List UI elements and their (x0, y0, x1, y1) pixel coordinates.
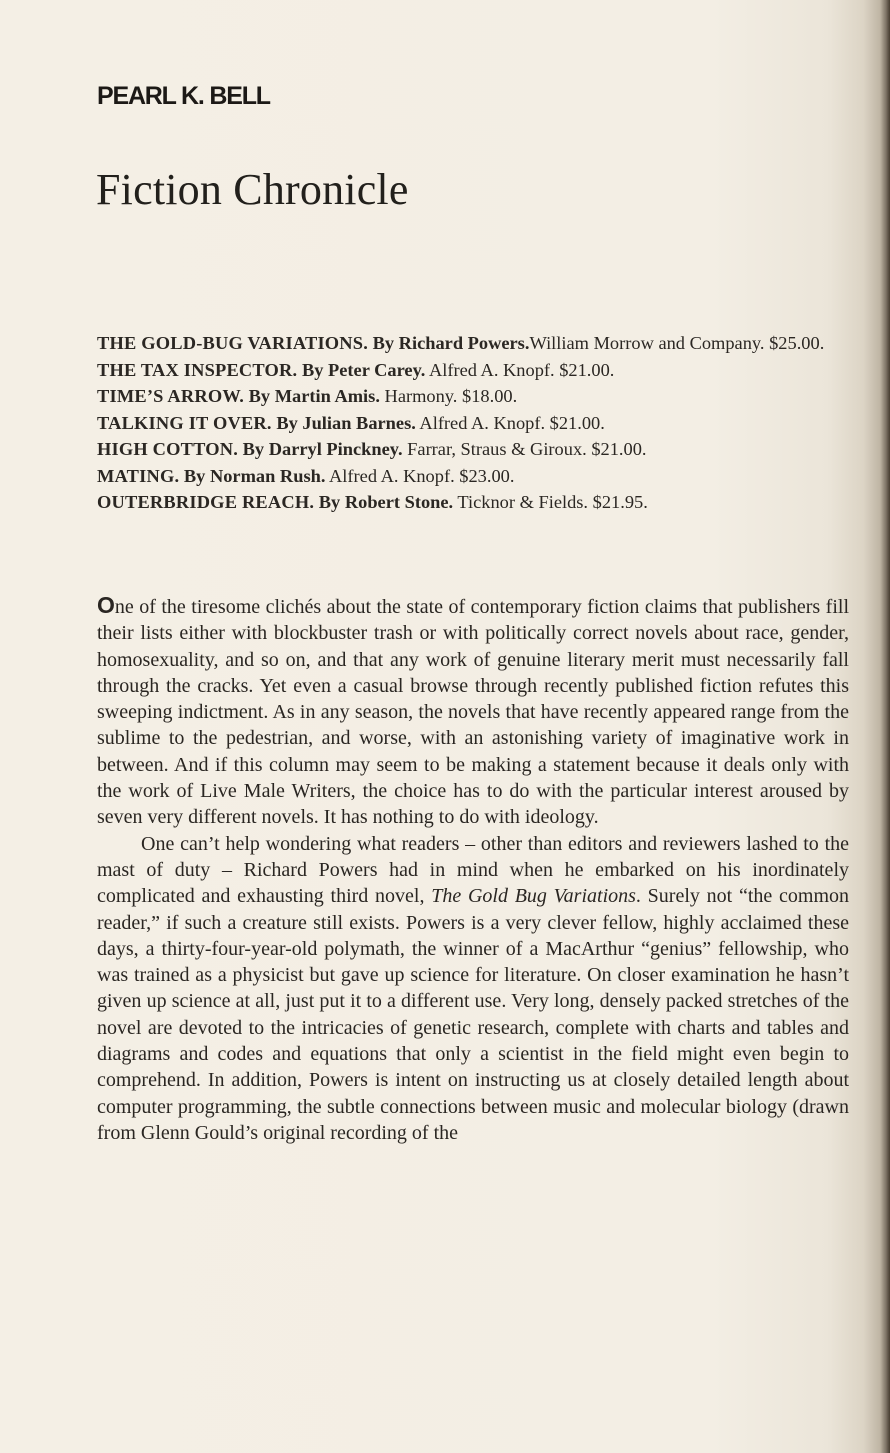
book-title: THE GOLD-BUG VARIATIONS. (97, 333, 369, 353)
book-entry (97, 357, 837, 384)
book-publisher: Ticknor & Fields. $21.95. (457, 492, 648, 512)
book-publisher: Alfred A. Knopf. $23.00. (329, 465, 515, 486)
book-author: By Darryl Pinckney. (242, 439, 403, 459)
book-title: THE TAX INSPECTOR. (97, 359, 298, 380)
article-title: Fiction Chronicle (96, 165, 409, 214)
book-title-italic: The Gold Bug Variations (431, 885, 636, 908)
body-paragraph (97, 592, 849, 831)
paragraph-text: ne of the tiresome clichés about the state of contemporary fiction claims that publishers fill their lists either with blockbuster trash or with politically correct novels about race, gender, homosexuality, and so on, and that any work of genuine literary merit must necessarily fall through the cracks. Yet even a casual browse through recently published fiction refutes this sweeping indictment. As in any season, the novels that have recently appeared range from the sublime to the pedestrian, and worse, with an astonishing variety of imaginative work in between. And if this column may seem to be making a statement because it deals only with the work of Live Male Writers, the choice has to do with the particular interest aroused by seven very different novels. It has nothing to do with ideology. (97, 596, 849, 829)
article-body (97, 592, 849, 1146)
body-paragraph (97, 831, 849, 1147)
book-author: By Martin Amis. (248, 386, 380, 406)
book-title: TIME’S ARROW. (97, 386, 245, 406)
drop-cap: O (97, 592, 115, 618)
book-publisher: Alfred A. Knopf. $21.00. (428, 359, 615, 380)
paragraph-text: One can’t help wondering what readers – other than editors and reviewers lashed to the mast of duty – Richard Powers had in mind when he embarked on his inordinately complicated and exhausting third novel, (97, 832, 849, 908)
book-title: OUTERBRIDGE REACH. (97, 492, 315, 512)
book-publisher: Alfred A. Knopf. $21.00. (419, 412, 605, 433)
book-title: HIGH COTTON. (97, 439, 239, 459)
book-author: By Norman Rush. (183, 465, 326, 486)
book-author: By Peter Carey. (301, 359, 426, 380)
article-author: PEARL K. BELL (97, 82, 270, 110)
book-author: By Richard Powers. (372, 333, 530, 353)
binding-shadow (880, 0, 890, 1453)
book-publisher: Harmony. $18.00. (384, 386, 518, 406)
book-entry (97, 410, 837, 437)
book-publisher: Farrar, Straus & Giroux. $21.00. (407, 439, 647, 459)
book-author: By Julian Barnes. (276, 412, 416, 433)
book-title: TALKING IT OVER. (97, 412, 272, 433)
books-under-review-list (97, 330, 837, 516)
book-entry (97, 330, 837, 357)
book-publisher: William Morrow and Company. $25.00. (529, 333, 825, 353)
book-title: MATING. (97, 465, 180, 486)
book-entry (97, 436, 837, 463)
paragraph-text: . Surely not “the common reader,” if such a creature still exists. Powers is a very clever fellow, highly acclaimed these days, a thirty-four-year-old polymath, the winner of a MacArthur “genius” fellowship, who was trained as a physicist but gave up science for literature. On closer examination he hasn’t given up science at all, just put it to a different use. Very long, densely packed stretches of the novel are devoted to the intricacies of genetic research, complete with charts and tables and diagrams and codes and equations that only a scientist in the field might even begin to comprehend. In addition, Powers is intent on instructing us at closely detailed length about computer programming, the subtle connections between music and molecular biology (drawn from Glenn Gould’s original recording of the (97, 885, 849, 1144)
book-entry (97, 489, 837, 516)
book-author: By Robert Stone. (318, 492, 454, 512)
book-entry (97, 383, 837, 410)
book-entry (97, 463, 837, 490)
